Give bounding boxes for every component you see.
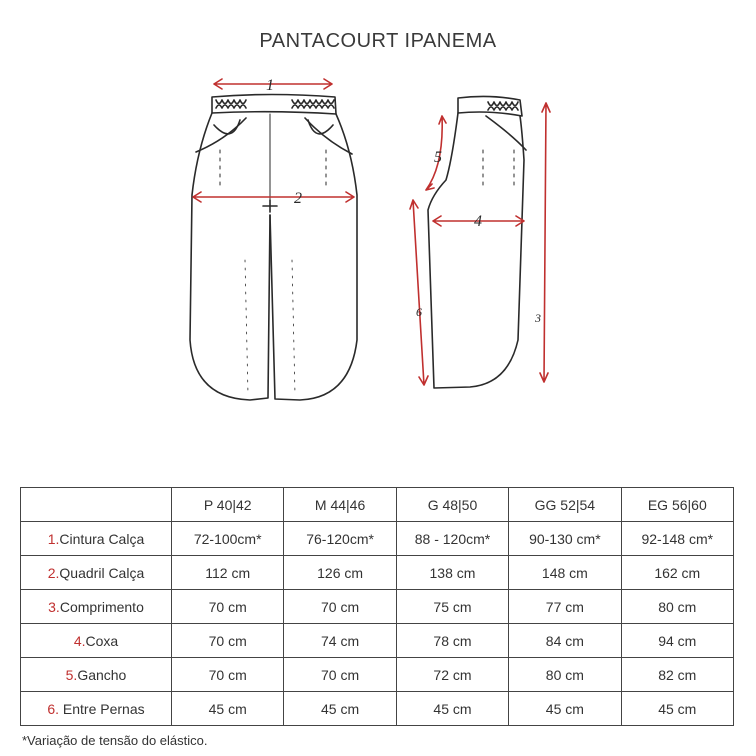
label-3: 3	[535, 311, 541, 325]
header-cell: EG 56|60	[621, 488, 733, 522]
label-5: 5	[434, 149, 442, 166]
side-view-drawing	[428, 96, 526, 388]
side-measures	[410, 103, 550, 385]
label-1: 1	[266, 77, 274, 94]
table-cell: 70 cm	[284, 590, 396, 624]
row-number: 4.	[73, 632, 86, 649]
row-label	[21, 556, 172, 590]
row-number: 3.	[48, 598, 60, 615]
row-label	[21, 624, 172, 658]
header-cell: G 48|50	[396, 488, 508, 522]
row-number: 1.	[47, 530, 60, 547]
table-row	[21, 658, 734, 692]
table-cell: 45 cm	[284, 692, 396, 726]
table-cell: 77 cm	[509, 590, 621, 624]
table-cell: 70 cm	[284, 658, 396, 692]
table-cell: 78 cm	[396, 624, 508, 658]
page-title: PANTACOURT IPANEMA	[259, 30, 497, 52]
table-row	[21, 556, 734, 590]
table-cell: 112 cm	[172, 556, 284, 590]
header-cell	[21, 488, 172, 522]
table-cell: 70 cm	[172, 624, 284, 658]
table-cell: 45 cm	[621, 692, 733, 726]
table-cell: 138 cm	[396, 556, 508, 590]
table-cell: 88 - 120cm*	[396, 522, 508, 556]
table-row	[21, 590, 734, 624]
row-number: 5.	[65, 666, 78, 683]
pants-sketch	[0, 60, 756, 420]
header-cell: P 40|42	[172, 488, 284, 522]
table-cell: 70 cm	[172, 590, 284, 624]
table-cell: 80 cm	[509, 658, 621, 692]
table-cell: 72-100cm*	[172, 522, 284, 556]
header-cell: M 44|46	[284, 488, 396, 522]
table-cell: 162 cm	[621, 556, 733, 590]
table-cell: 72 cm	[396, 658, 508, 692]
table-cell: 90-130 cm*	[509, 522, 621, 556]
table-cell: 84 cm	[509, 624, 621, 658]
row-label-text: Entre Pernas	[59, 700, 145, 717]
table-cell: 76-120cm*	[284, 522, 396, 556]
row-label-text: Gancho	[77, 666, 127, 683]
front-view-drawing	[190, 95, 357, 401]
size-table	[20, 487, 734, 726]
row-number: 6.	[47, 700, 60, 717]
row-label-text: Comprimento	[59, 598, 144, 615]
table-cell: 80 cm	[621, 590, 733, 624]
front-crotch-mark	[263, 200, 277, 212]
table-cell: 75 cm	[396, 590, 508, 624]
row-label	[21, 522, 172, 556]
row-label	[21, 658, 172, 692]
table-row	[21, 692, 734, 726]
table-cell: 45 cm	[172, 692, 284, 726]
label-4: 4	[474, 213, 482, 230]
row-number: 2.	[47, 564, 60, 581]
row-label-text: Cintura Calça	[59, 530, 145, 547]
table-cell: 126 cm	[284, 556, 396, 590]
row-label	[21, 590, 172, 624]
row-label	[21, 692, 172, 726]
table-cell: 82 cm	[621, 658, 733, 692]
table-cell: 45 cm	[396, 692, 508, 726]
table-cell: 94 cm	[621, 624, 733, 658]
label-2: 2	[294, 190, 302, 207]
table-cell: 148 cm	[509, 556, 621, 590]
table-cell: 92-148 cm*	[621, 522, 733, 556]
row-label-text: Coxa	[85, 632, 119, 649]
label-6: 6	[416, 305, 422, 319]
table-header-row	[21, 488, 734, 522]
table-row	[21, 624, 734, 658]
row-label-text: Quadril Calça	[59, 564, 145, 581]
table-cell: 45 cm	[509, 692, 621, 726]
footnote: *Variação de tensão do elástico.	[22, 733, 208, 748]
table-row	[21, 522, 734, 556]
table-cell: 70 cm	[172, 658, 284, 692]
header-cell: GG 52|54	[509, 488, 621, 522]
table-cell: 74 cm	[284, 624, 396, 658]
